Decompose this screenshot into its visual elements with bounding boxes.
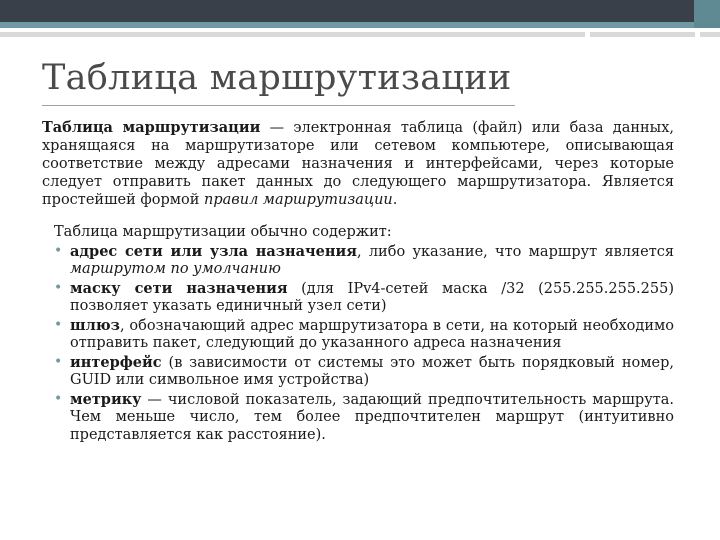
contents-list bbox=[42, 243, 674, 445]
header-dark-bar bbox=[0, 0, 720, 22]
definition-term: Таблица маршрутизации bbox=[42, 119, 261, 136]
item-link[interactable]: маршрутом по умолчанию bbox=[70, 261, 281, 277]
item-term: адрес сети или узла назначения bbox=[70, 242, 357, 260]
header-strip bbox=[0, 32, 585, 37]
item-term: шлюз bbox=[70, 316, 120, 334]
definition-link[interactable]: правил маршрутизации bbox=[204, 192, 393, 208]
bullet-icon: • bbox=[54, 242, 63, 259]
item-term: маску сети назначения bbox=[70, 279, 288, 297]
item-text: , обозначающий адрес маршрутизатора в сети, на который необходимо отправить пакет, следующий до указанного адреса назначения bbox=[70, 317, 674, 351]
bullet-icon: • bbox=[54, 353, 63, 370]
header-accent-bar bbox=[0, 22, 720, 28]
list-item bbox=[42, 317, 674, 353]
definition-text-end: . bbox=[392, 192, 398, 208]
item-text: (в зависимости от системы это может быть порядковый номер, GUID или символьное имя устройства) bbox=[70, 354, 674, 388]
bullet-icon: • bbox=[54, 316, 63, 333]
definition-paragraph bbox=[42, 119, 674, 209]
definition-text: — электронная таблица (файл) или база данных, хранящаяся на маршрутизаторе или сетевом компьютере, описывающая соответствие между адресами назначения и интерфейсами, через которые следует отправить пакет данных до следующего маршрутизатора. Является простейшей формой bbox=[42, 120, 674, 208]
list-item bbox=[42, 243, 674, 279]
item-text: (для IPv4-сетей маска /32 (255.255.255.255) позволяет указать единичный узел сети) bbox=[70, 280, 674, 314]
title-underline bbox=[42, 105, 515, 106]
header-accent-corner bbox=[694, 0, 720, 28]
contents-list-block bbox=[42, 224, 674, 445]
slide-title: Таблица маршрутизации bbox=[42, 58, 512, 98]
item-term: метрику bbox=[70, 390, 142, 408]
item-text: — числовой показатель, задающий предпочтительность маршрута. Чем меньше число, тем более предпочтителен маршрут (интуитивно представляется как расстояние). bbox=[70, 391, 674, 443]
bullet-icon: • bbox=[54, 279, 63, 296]
list-item bbox=[42, 354, 674, 390]
header-strip bbox=[590, 32, 695, 37]
header-strip bbox=[700, 32, 720, 37]
list-item bbox=[42, 391, 674, 445]
header-decoration bbox=[0, 0, 720, 28]
item-term: интерфейс bbox=[70, 353, 162, 371]
item-text: , либо указание, что маршрут является bbox=[356, 243, 674, 260]
list-intro: Таблица маршрутизации обычно содержит: bbox=[54, 224, 392, 240]
bullet-icon: • bbox=[54, 390, 63, 407]
list-item bbox=[42, 280, 674, 316]
